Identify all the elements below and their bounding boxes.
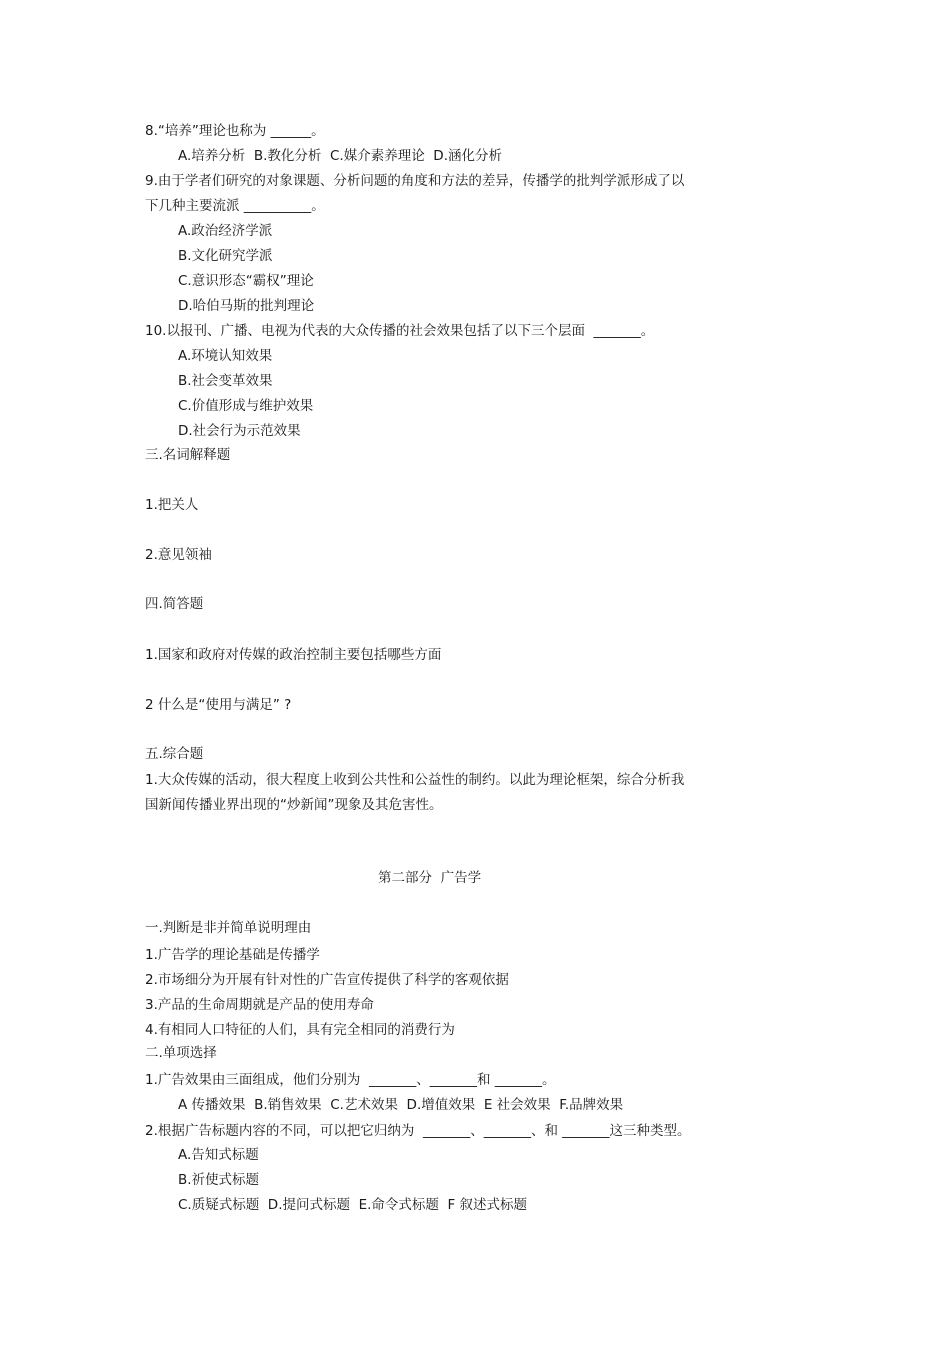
text-line: 1.大众传媒的活动，很大程度上收到公共性和公益性的制约。以此为理论框架，综合分析我: [145, 772, 685, 788]
text-line: B.社会变革效果: [178, 373, 273, 389]
text-line: 一.判断是非并简单说明理由: [145, 920, 312, 936]
text-line: C.意识形态“霸权”理论: [178, 273, 314, 289]
text-line: 2.意见领袖: [145, 547, 212, 563]
text-line: 下几种主要流派 __________。: [145, 198, 325, 214]
text-line: 1.广告学的理论基础是传播学: [145, 947, 320, 963]
text-line: 1.广告效果由三面组成，他们分别为 _______、_______和 _______。: [145, 1072, 556, 1088]
text-line: A.培养分析 B.教化分析 C.媒介素养理论 D.涵化分析: [178, 148, 502, 164]
text-line: 2 什么是“使用与满足” ?: [145, 697, 292, 713]
text-line: C.质疑式标题 D.提问式标题 E.命令式标题 F 叙述式标题: [178, 1197, 528, 1213]
text-line: 四.简答题: [145, 596, 204, 612]
text-line: D.社会行为示范效果: [178, 423, 301, 439]
text-line: 国新闻传播业界出现的“炒新闻”现象及其危害性。: [145, 797, 443, 813]
text-line: C.价值形成与维护效果: [178, 398, 314, 414]
text-line: 3.产品的生命周期就是产品的使用寿命: [145, 997, 374, 1013]
text-line: 第二部分 广告学: [378, 870, 482, 886]
text-line: 10.以报刊、广播、电视为代表的大众传播的社会效果包括了以下三个层面 _______。: [145, 323, 655, 339]
text-line: 五.综合题: [145, 746, 204, 762]
text-line: 二.单项选择: [145, 1045, 217, 1061]
text-line: 2.市场细分为开展有针对性的广告宣传提供了科学的客观依据: [145, 972, 509, 988]
text-line: 2.根据广告标题内容的不同，可以把它归纳为 _______、_______、和 _______这三种类型。: [145, 1123, 691, 1139]
text-line: 9.由于学者们研究的对象课题、分析问题的角度和方法的差异，传播学的批判学派形成了以: [145, 173, 685, 189]
text-line: 4.有相同人口特征的人们，具有完全相同的消费行为: [145, 1022, 455, 1038]
text-line: 8.“培养”理论也称为 ______。: [145, 123, 325, 139]
text-line: B.文化研究学派: [178, 248, 273, 264]
text-line: 三.名词解释题: [145, 447, 231, 463]
text-line: D.哈伯马斯的批判理论: [178, 298, 315, 314]
text-line: A 传播效果 B.销售效果 C.艺术效果 D.增值效果 E 社会效果 F.品牌效果: [178, 1097, 624, 1113]
text-line: 1.国家和政府对传媒的政治控制主要包括哪些方面: [145, 647, 442, 663]
text-line: A.告知式标题: [178, 1147, 259, 1163]
text-line: A.环境认知效果: [178, 348, 273, 364]
text-line: B.祈使式标题: [178, 1172, 260, 1188]
text-line: A.政治经济学派: [178, 223, 273, 239]
text-line: 1.把关人: [145, 497, 199, 513]
